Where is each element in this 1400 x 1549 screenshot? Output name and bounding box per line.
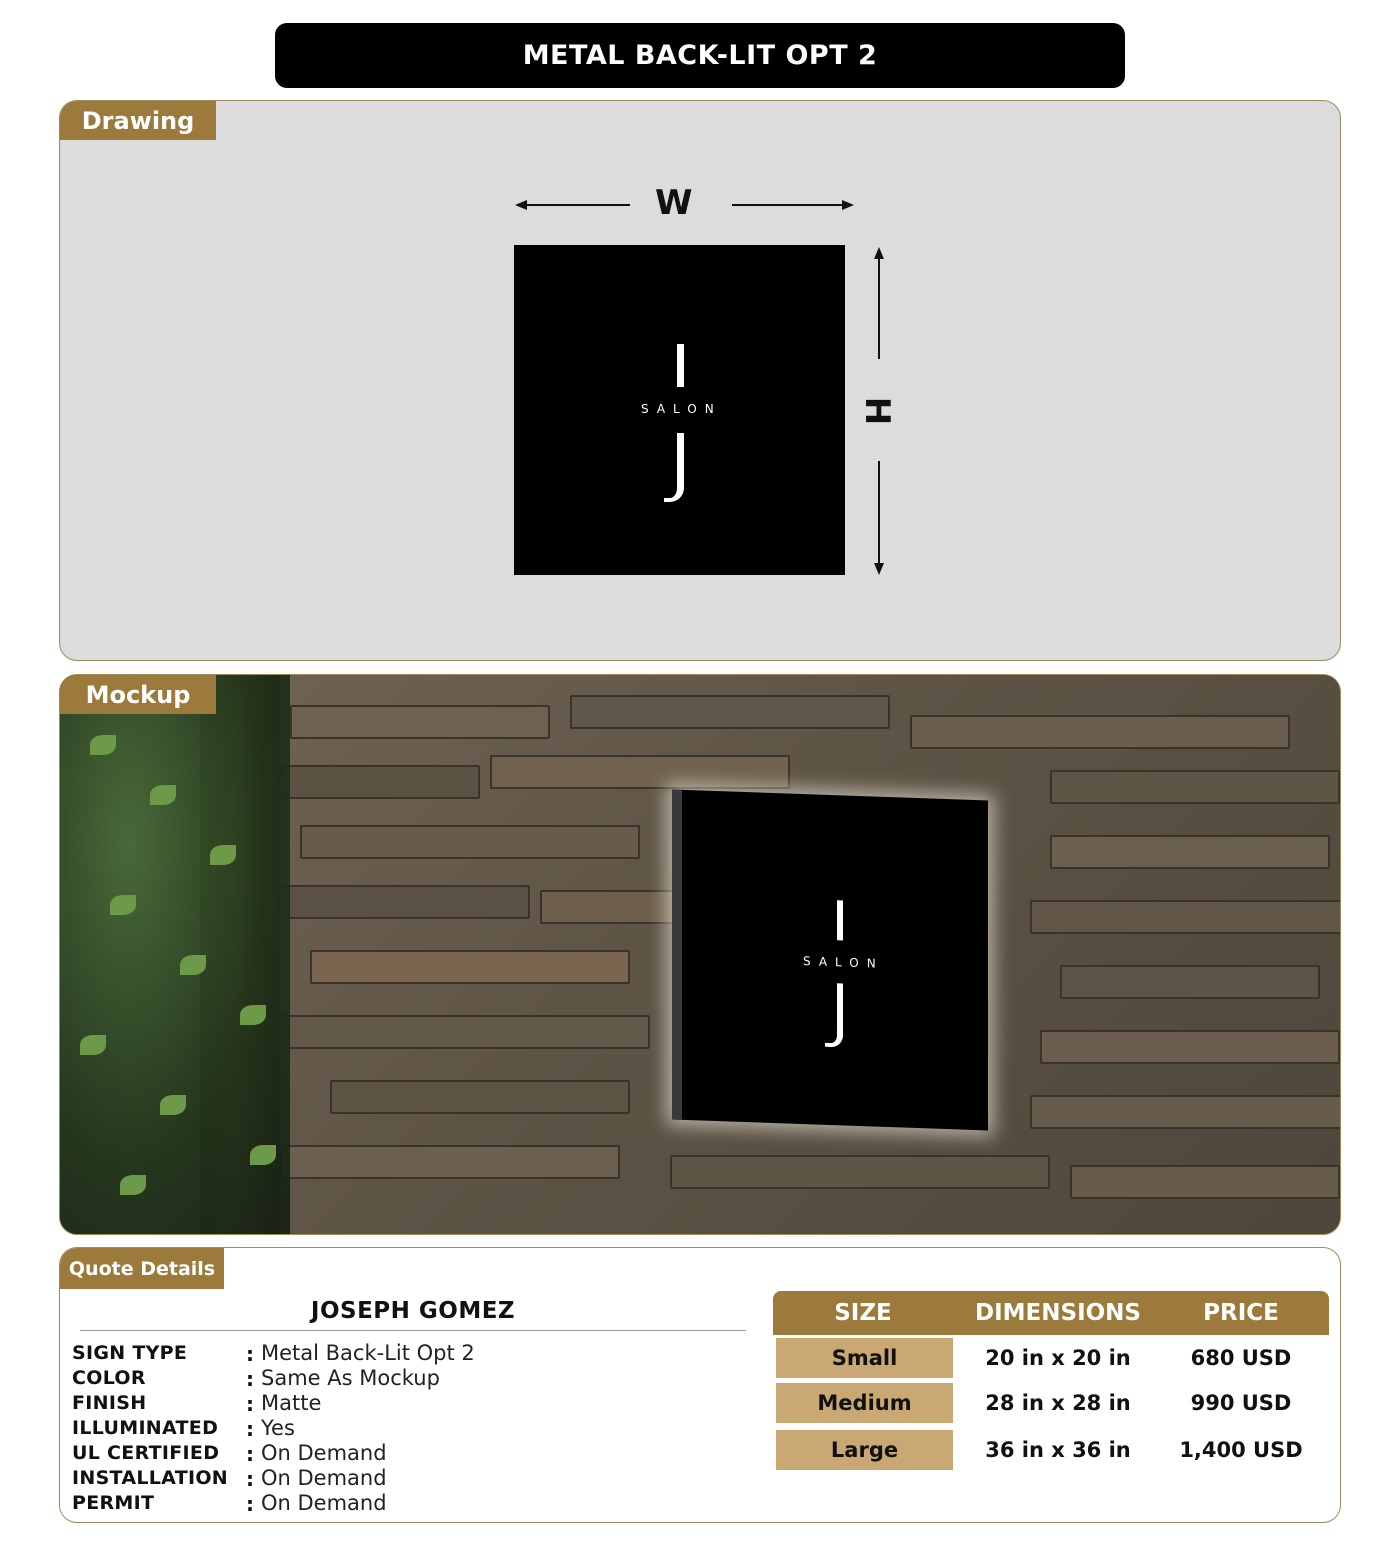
ivy-leaf <box>160 1095 186 1115</box>
row-size: Large <box>776 1430 953 1470</box>
spec-label: SIGN TYPE <box>72 1342 188 1364</box>
wall-brick <box>270 1015 650 1049</box>
page-title-bar <box>275 23 1125 88</box>
logo-j-top-bar <box>837 900 843 940</box>
spec-value: Same As Mockup <box>261 1366 440 1390</box>
wall-brick <box>330 1080 630 1114</box>
row-price: 680 USD <box>1190 1346 1292 1370</box>
spec-colon: : <box>246 1367 254 1391</box>
height-arrow-bottom-head <box>874 563 884 575</box>
wall-brick <box>910 715 1290 749</box>
logo-j-top-bar <box>677 344 684 387</box>
wall-brick <box>310 950 630 984</box>
spec-label: INSTALLATION <box>72 1467 228 1489</box>
spec-value: On Demand <box>261 1441 387 1465</box>
width-arrow-left-line <box>522 204 630 206</box>
wall-brick <box>1070 1165 1340 1199</box>
spec-colon: : <box>246 1492 254 1516</box>
row-dimensions: 20 in x 20 in <box>985 1346 1131 1370</box>
drawing-panel <box>59 100 1341 661</box>
spec-colon: : <box>246 1392 254 1416</box>
wall-brick <box>290 705 550 739</box>
price-row-medium <box>773 1383 1329 1423</box>
ivy-leaf <box>110 895 136 915</box>
mockup-sign-board <box>672 789 988 1130</box>
drawing-tab: Drawing <box>60 101 216 140</box>
logo-j-hook <box>825 1027 843 1048</box>
row-price: 1,400 USD <box>1179 1438 1303 1462</box>
ivy-leaf <box>180 955 206 975</box>
wall-brick <box>1050 835 1330 869</box>
spec-row-illuminated <box>72 1417 772 1442</box>
height-arrow-top-line <box>878 257 880 359</box>
width-label: W <box>655 183 693 223</box>
spec-colon: : <box>246 1417 254 1441</box>
spec-label: ILLUMINATED <box>72 1417 219 1439</box>
ivy-leaf <box>90 735 116 755</box>
mockup-tab: Mockup <box>60 675 216 714</box>
price-row-small <box>773 1338 1329 1378</box>
page-title: METAL BACK-LIT OPT 2 <box>522 40 878 71</box>
ivy-leaf <box>250 1145 276 1165</box>
wall-brick <box>1050 770 1340 804</box>
spec-label: FINISH <box>72 1392 147 1414</box>
drawing-sign-board <box>514 245 845 575</box>
ivy-leaf <box>210 845 236 865</box>
ivy-leaf <box>120 1175 146 1195</box>
wall-brick <box>1030 900 1341 934</box>
spec-value: Yes <box>261 1416 295 1440</box>
row-price: 990 USD <box>1190 1391 1292 1415</box>
header-size: SIZE <box>834 1300 892 1326</box>
height-label: H <box>857 396 898 426</box>
wall-brick <box>670 1155 1050 1189</box>
drawing-logo <box>514 245 845 575</box>
wall-brick <box>1030 1095 1341 1129</box>
wall-brick <box>280 765 480 799</box>
row-size: Medium <box>776 1383 953 1423</box>
wall-brick <box>570 695 890 729</box>
wall-brick <box>1040 1030 1340 1064</box>
row-dimensions: 28 in x 28 in <box>985 1391 1131 1415</box>
wall-brick <box>280 1145 620 1179</box>
spec-row-finish <box>72 1392 772 1417</box>
spec-label: COLOR <box>72 1367 146 1389</box>
spec-value: On Demand <box>261 1491 387 1515</box>
spec-row-sign-type <box>72 1342 772 1367</box>
header-price: PRICE <box>1203 1300 1279 1326</box>
spec-colon: : <box>246 1342 254 1366</box>
spec-label: PERMIT <box>72 1492 155 1514</box>
logo-j-hook <box>664 480 684 502</box>
spec-value: Matte <box>261 1391 322 1415</box>
logo-salon-text: SALON <box>803 954 884 971</box>
quote-details-tab: Quote Details <box>60 1248 224 1289</box>
client-name-divider <box>80 1330 746 1331</box>
width-arrow-right-line <box>732 204 842 206</box>
row-dimensions: 36 in x 36 in <box>985 1438 1131 1462</box>
wall-brick <box>490 755 790 789</box>
mockup-logo <box>682 790 988 1131</box>
price-table-header <box>773 1291 1329 1335</box>
spec-row-ul-certified <box>72 1442 772 1467</box>
width-arrow-left-head <box>515 200 527 210</box>
wall-brick <box>270 885 530 919</box>
ivy-plant <box>60 675 290 1234</box>
spec-row-permit <box>72 1492 772 1517</box>
wall-brick <box>1060 965 1320 999</box>
ivy-leaf <box>240 1005 266 1025</box>
client-name: JOSEPH GOMEZ <box>310 1298 516 1324</box>
logo-salon-text: SALON <box>641 402 722 416</box>
spec-value: Metal Back-Lit Opt 2 <box>261 1341 475 1365</box>
wall-brick <box>300 825 640 859</box>
row-size: Small <box>776 1338 953 1378</box>
logo-j-stem <box>837 983 843 1033</box>
header-dimensions: DIMENSIONS <box>975 1300 1141 1326</box>
width-arrow-right-head <box>842 200 854 210</box>
mockup-panel <box>59 674 1341 1235</box>
spec-row-installation <box>72 1467 772 1492</box>
height-arrow-bottom-line <box>878 461 880 563</box>
spec-value: On Demand <box>261 1466 387 1490</box>
logo-j-stem <box>677 433 684 485</box>
spec-label: UL CERTIFIED <box>72 1442 220 1464</box>
quote-details-panel <box>59 1247 1341 1523</box>
spec-row-color <box>72 1367 772 1392</box>
spec-colon: : <box>246 1467 254 1491</box>
spec-colon: : <box>246 1442 254 1466</box>
ivy-leaf <box>150 785 176 805</box>
price-row-large <box>773 1430 1329 1470</box>
ivy-leaf <box>80 1035 106 1055</box>
